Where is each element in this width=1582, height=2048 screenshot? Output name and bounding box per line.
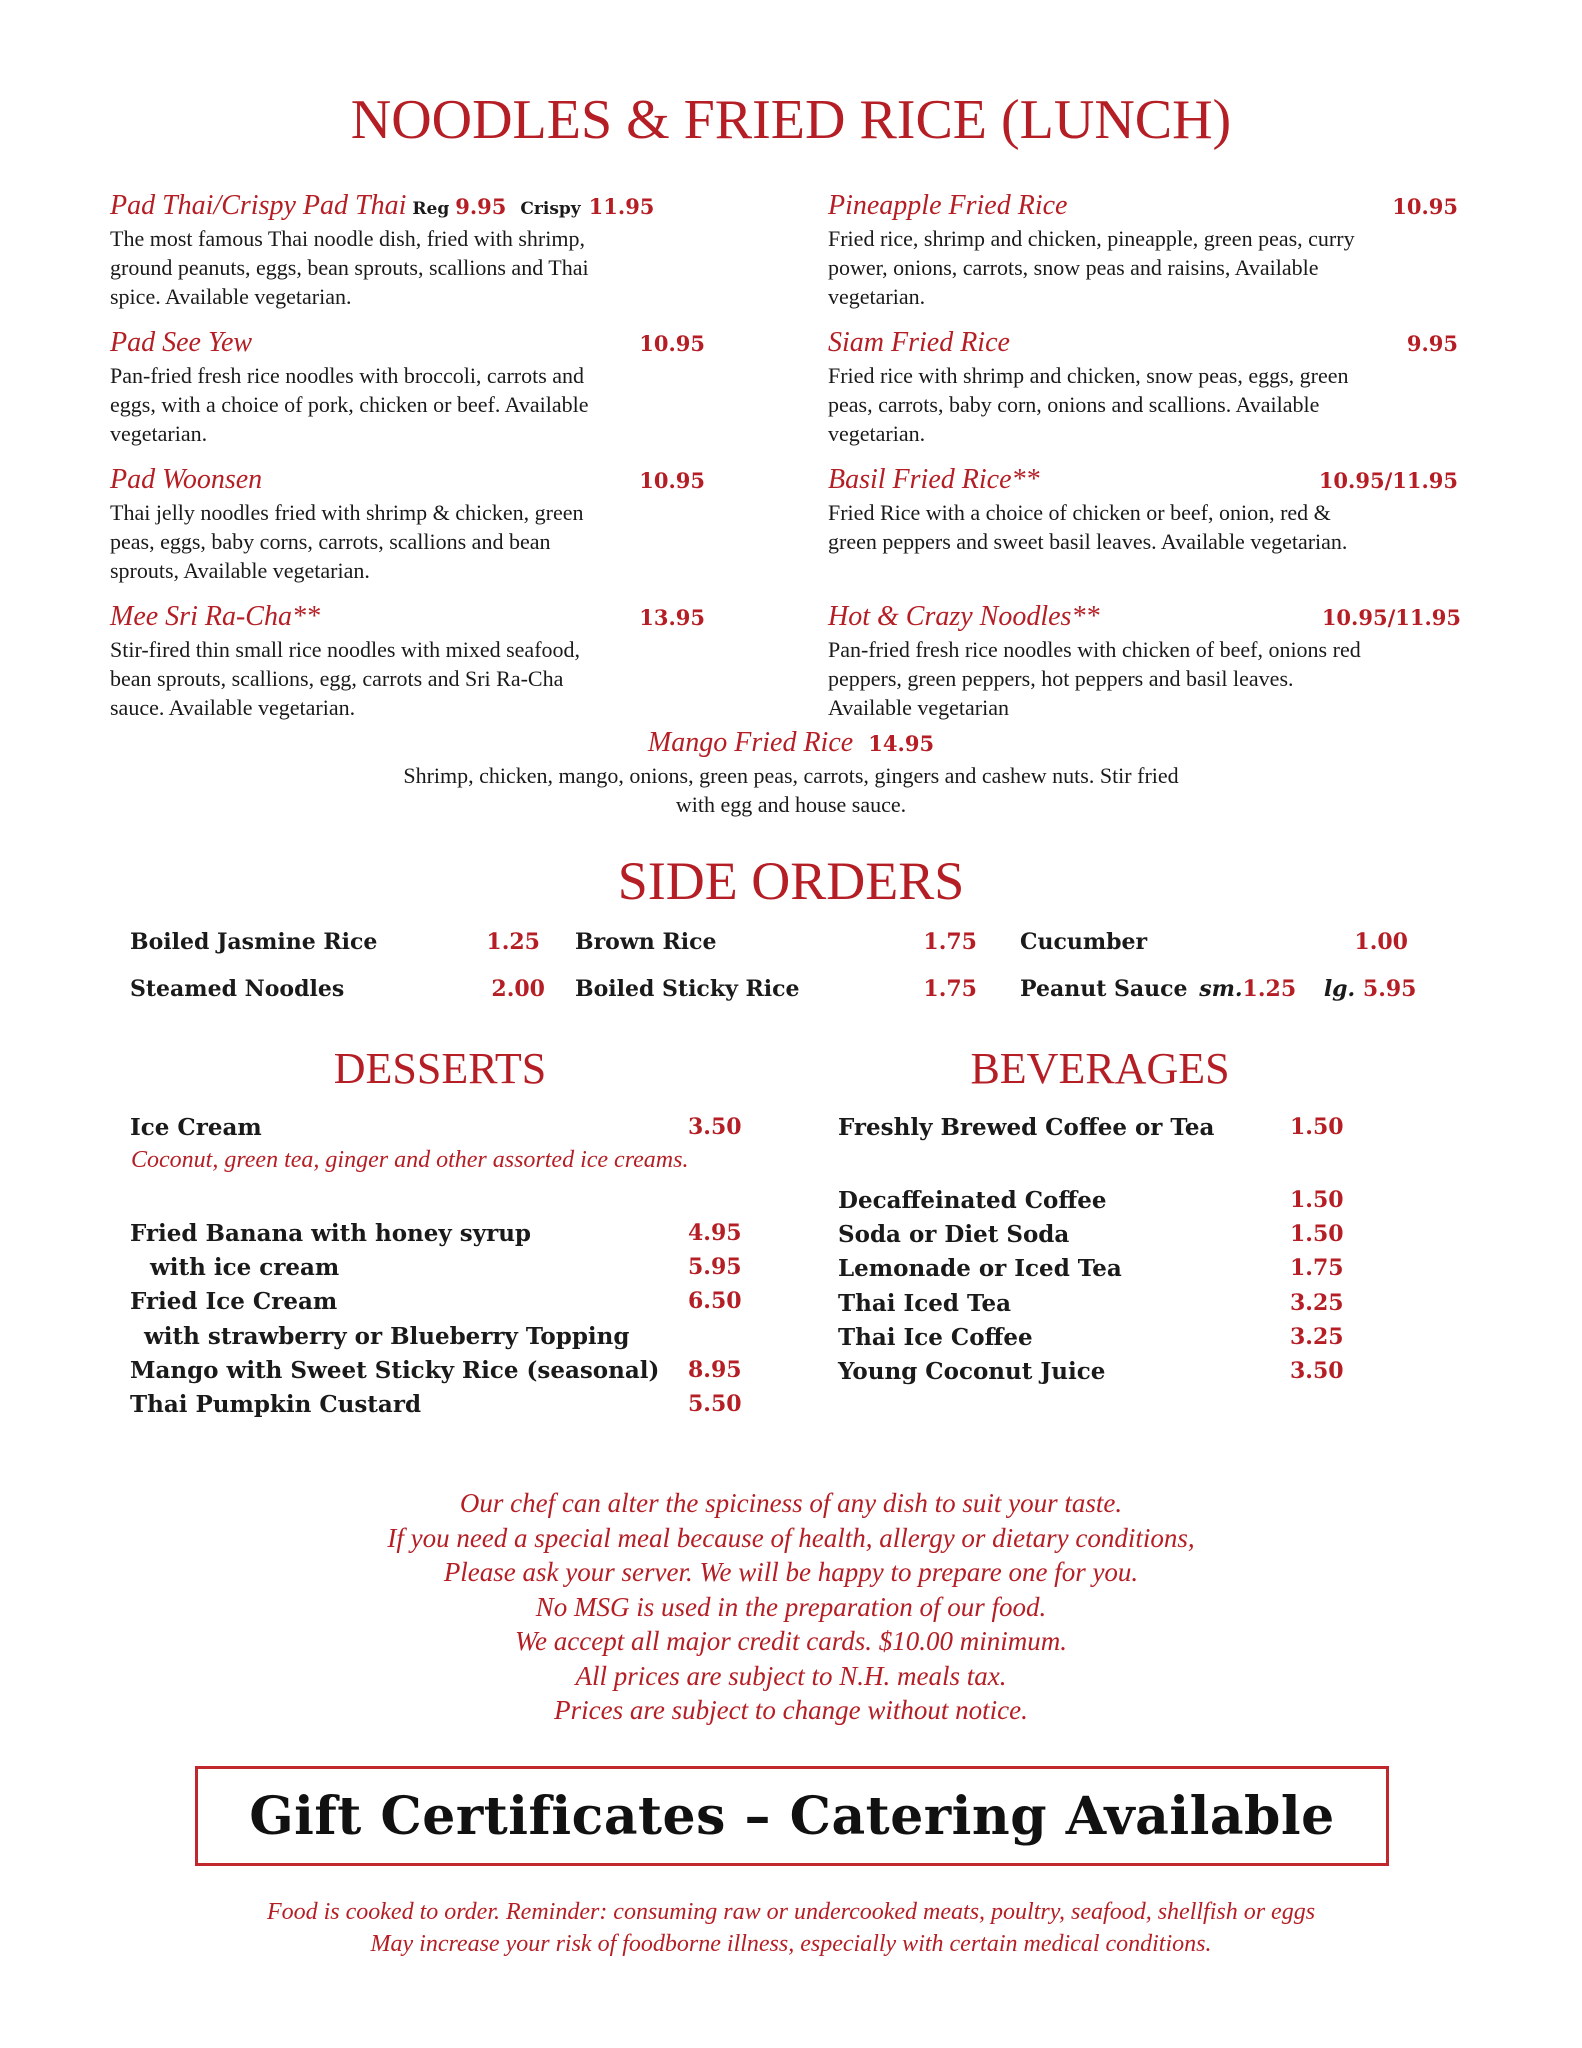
note-line: Please ask your server. We will be happy to prepare one for you.: [443, 1557, 1139, 1587]
dish-price: 10.95: [639, 331, 705, 356]
dish-price: 10.95: [1392, 194, 1458, 219]
dish-price: 10.95/11.95: [1318, 468, 1458, 493]
note-line: All prices are subject to N.H. meals tax.: [575, 1660, 1007, 1691]
desc-line: bean sprouts, scallions, egg, carrots and Sri Ra-Cha: [110, 666, 564, 691]
menu-item-basil-fried-rice: [828, 464, 1458, 556]
dish-name: Pad Thai/Crispy Pad Thai: [110, 190, 407, 221]
dish-description: [828, 361, 1458, 448]
footer-line: Food is cooked to order. Reminder: consuming raw or undercooked meats, poultry, seafood, shellfish or eggs: [266, 1899, 1316, 1925]
side-item-name: Brown Rice: [575, 929, 717, 955]
price-large: 5.95: [1362, 976, 1417, 1002]
desc-line: Available vegetarian: [828, 695, 1009, 720]
beverage-item-name: Thai Ice Coffee: [838, 1324, 1033, 1351]
desc-line: with egg and house sauce.: [675, 792, 907, 817]
banner-text: Gift Certificates – Catering Available: [249, 1785, 1335, 1847]
dish-price: 13.95: [639, 605, 705, 630]
desc-line: sauce. Available vegetarian.: [110, 695, 356, 720]
beverage-item-name: Lemonade or Iced Tea: [838, 1255, 1122, 1282]
policy-notes: [0, 1486, 1582, 1728]
dish-description: [110, 498, 705, 585]
note-line: Our chef can alter the spiciness of any dish to suit your taste.: [459, 1488, 1123, 1518]
desc-line: peppers, green peppers, hot peppers and basil leaves.: [828, 666, 1294, 691]
dessert-item-name: with strawberry or Blueberry Topping: [144, 1323, 630, 1350]
dish-description: [828, 224, 1458, 311]
desc-line: sprouts, Available vegetarian.: [110, 558, 370, 583]
crispy-price: 11.95: [588, 194, 655, 219]
note-line: We accept all major credit cards. $10.00 minimum.: [515, 1626, 1067, 1656]
size-label-large: lg.: [1323, 976, 1356, 1002]
desc-line: Fried rice, shrimp and chicken, pineapple, green peas, curry: [828, 226, 1355, 251]
reg-price: 9.95: [455, 194, 507, 219]
desc-line: Fried rice with shrimp and chicken, snow peas, eggs, green: [828, 363, 1349, 388]
side-item-price: 1.25: [486, 929, 540, 955]
desc-line: Shrimp, chicken, mango, onions, green peas, carrots, gingers and cashew nuts. Stir fried: [403, 763, 1179, 788]
dish-name: Pad Woonsen: [110, 464, 263, 495]
note-line: No MSG is used in the preparation of our food.: [535, 1591, 1047, 1622]
dish-name: Pineapple Fried Rice: [828, 190, 1068, 221]
side-item-name: Steamed Noodles: [130, 976, 345, 1002]
dish-description: [0, 761, 1582, 819]
dessert-item-price: 6.50: [688, 1288, 742, 1314]
reg-label: Reg: [412, 199, 450, 219]
beverage-item-price: 1.75: [1290, 1255, 1344, 1281]
menu-item-pad-thai: [110, 190, 710, 311]
desc-line: Pan-fried fresh rice noodles with chicken of beef, onions red: [828, 637, 1361, 662]
dish-name: Hot & Crazy Noodles**: [828, 601, 1100, 632]
desc-line: Pan-fried fresh rice noodles with broccoli, carrots and: [110, 363, 585, 388]
dish-description: [828, 498, 1458, 556]
dish-price: 10.95: [639, 468, 705, 493]
beverage-item-name: Freshly Brewed Coffee or Tea: [838, 1114, 1215, 1141]
beverage-item-price: 3.25: [1290, 1324, 1344, 1350]
beverages-title: BEVERAGES: [970, 1044, 1230, 1093]
side-item-price: 1.75: [923, 929, 977, 955]
beverage-item-price: 1.50: [1290, 1187, 1344, 1213]
beverage-item-name: Thai Iced Tea: [838, 1290, 1011, 1317]
dessert-item-name: Mango with Sweet Sticky Rice (seasonal): [130, 1357, 660, 1384]
food-safety-footer: [0, 1896, 1582, 1960]
menu-item-mee-sri-racha: [110, 601, 705, 722]
dessert-item-name: Fried Banana with honey syrup: [130, 1220, 532, 1247]
desc-line: vegetarian.: [828, 284, 926, 309]
menu-item-hot-crazy-noodles: [828, 601, 1461, 722]
side-item-name: Boiled Jasmine Rice: [130, 929, 378, 955]
size-label-small: sm.: [1199, 976, 1243, 1002]
beverage-item-name: Soda or Diet Soda: [838, 1221, 1070, 1248]
note-line: If you need a special meal because of health, allergy or dietary conditions,: [387, 1522, 1195, 1553]
menu-item-pad-woonsen: [110, 464, 705, 585]
side-orders-title: SIDE ORDERS: [617, 851, 965, 911]
side-item-price: 2.00: [491, 976, 545, 1002]
dish-name: Siam Fried Rice: [828, 327, 1010, 358]
desserts-title: DESSERTS: [333, 1044, 547, 1093]
dish-price: 14.95: [868, 731, 935, 756]
side-item-peanut-sauce: [1020, 976, 1416, 1002]
beverage-item-price: 3.25: [1290, 1290, 1344, 1316]
dessert-item-name: Ice Cream: [130, 1114, 262, 1141]
desc-line: The most famous Thai noodle dish, fried with shrimp,: [110, 226, 585, 251]
desc-line: green peppers and sweet basil leaves. Available vegetarian.: [828, 529, 1348, 554]
side-item-name: Peanut Sauce: [1020, 976, 1188, 1002]
dish-name: Pad See Yew: [110, 327, 253, 358]
dessert-item-name: with ice cream: [150, 1254, 340, 1281]
price-small: 1.25: [1242, 976, 1297, 1002]
crispy-label: Crispy: [520, 199, 581, 219]
dessert-item-name: Thai Pumpkin Custard: [130, 1391, 422, 1418]
dessert-item-price: 5.50: [688, 1391, 742, 1417]
desc-line: Stir-fired thin small rice noodles with mixed seafood,: [110, 637, 581, 662]
menu-item-pad-see-yew: [110, 327, 705, 448]
gift-catering-banner: [195, 1766, 1389, 1866]
beverage-item-name: Decaffeinated Coffee: [838, 1187, 1107, 1214]
dessert-item-price: 5.95: [688, 1254, 742, 1280]
footer-line: May increase your risk of foodborne illness, especially with certain medical conditions.: [370, 1931, 1212, 1957]
desc-line: eggs, with a choice of pork, chicken or beef. Available: [110, 392, 589, 417]
dessert-item-name: Fried Ice Cream: [130, 1288, 338, 1315]
dish-description: [110, 635, 705, 722]
note-line: Prices are subject to change without notice.: [554, 1695, 1028, 1725]
page-title: NOODLES & FRIED RICE (LUNCH): [350, 89, 1232, 151]
dish-price: 9.95: [1406, 331, 1458, 356]
menu-item-mango-fried-rice: [0, 727, 1582, 819]
menu-item-pineapple-fried-rice: [828, 190, 1458, 311]
beverage-item-price: 1.50: [1290, 1221, 1344, 1247]
desc-line: Thai jelly noodles fried with shrimp & chicken, green: [110, 500, 584, 525]
desc-line: ground peanuts, eggs, bean sprouts, scallions and Thai: [110, 255, 589, 280]
dish-name: Mango Fried Rice: [647, 727, 854, 758]
desc-line: peas, carrots, baby corn, onions and scallions. Available: [828, 392, 1320, 417]
desc-line: Fried Rice with a choice of chicken or beef, onion, red &: [828, 500, 1331, 525]
desc-line: vegetarian.: [110, 421, 208, 446]
side-item-price: 1.00: [1354, 929, 1408, 955]
desc-line: vegetarian.: [828, 421, 926, 446]
beverage-item-price: 1.50: [1290, 1114, 1344, 1140]
dish-name: Mee Sri Ra-Cha**: [110, 601, 320, 632]
dish-price: 10.95/11.95: [1321, 605, 1461, 630]
dessert-item-price: 4.95: [688, 1220, 742, 1246]
ice-cream-note: Coconut, green tea, ginger and other assorted ice creams.: [131, 1147, 689, 1173]
dish-description: [110, 224, 710, 311]
dish-description: [828, 635, 1461, 722]
beverage-item-name: Young Coconut Juice: [838, 1358, 1106, 1385]
side-item-price: 1.75: [923, 976, 977, 1002]
side-item-name: Boiled Sticky Rice: [575, 976, 800, 1002]
desc-line: power, onions, carrots, snow peas and raisins, Available: [828, 255, 1319, 280]
dessert-item-price: 3.50: [688, 1114, 742, 1140]
menu-item-siam-fried-rice: [828, 327, 1458, 448]
dish-name: Basil Fried Rice**: [828, 464, 1040, 495]
desc-line: peas, eggs, baby corns, carrots, scallions and bean: [110, 529, 551, 554]
beverage-item-price: 3.50: [1290, 1358, 1344, 1384]
dessert-item-price: 8.95: [688, 1357, 742, 1383]
side-item-name: Cucumber: [1020, 929, 1148, 955]
dish-description: [110, 361, 705, 448]
desc-line: spice. Available vegetarian.: [110, 284, 352, 309]
